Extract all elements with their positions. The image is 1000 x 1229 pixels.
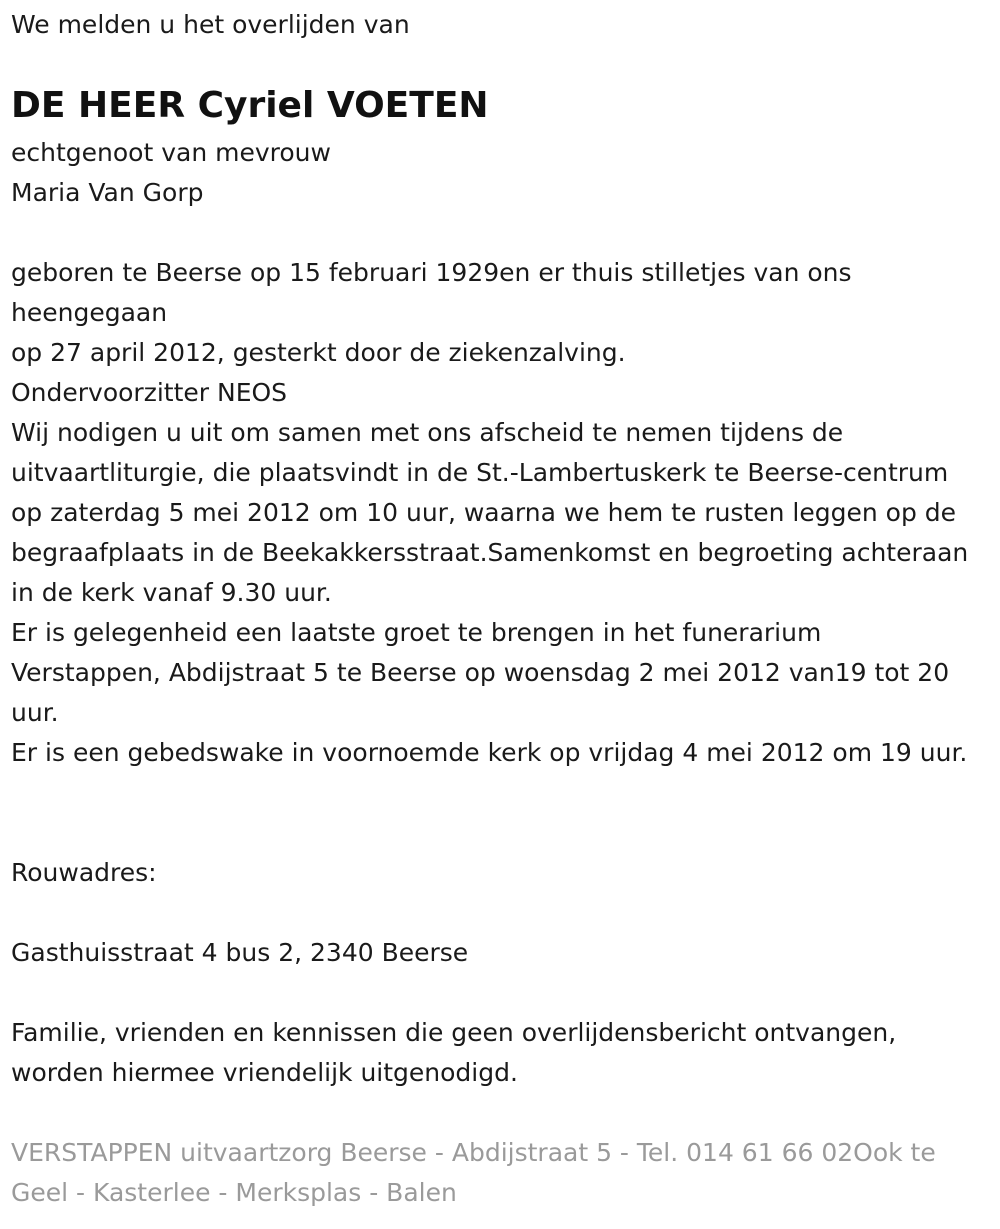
funeral-director-footer: VERSTAPPEN uitvaartzorg Beerse - Abdijstraat 5 - Tel. 014 61 66 02Ook te Geel - Kasterlee - Merksplas - Balen <box>11 1138 936 1207</box>
family-notice: Familie, vrienden en kennissen die geen overlijdensbericht ontvangen, worden hiermee vriendelijk uitgenodigd. <box>11 1018 897 1087</box>
deceased-name: DE HEER Cyriel VOETEN <box>11 85 489 126</box>
invitation-text: Wij nodigen u uit om samen met ons afscheid te nemen tijdens de uitvaartliturgie, die plaatsvindt in de St.-Lambertuskerk te Beerse-centrum op zaterdag 5 mei 2012 om 10 uur, waarna we hem te rusten leggen op de begraafplaats in de Beekakkersstraat.Samenkomst en begroeting achteraan in de kerk vanaf 9.30 uur. <box>11 418 969 607</box>
spouse-block <box>11 133 991 213</box>
address-label: Rouwadres: <box>11 858 157 887</box>
intro-text: We melden u het overlijden van <box>11 10 410 39</box>
vigil-text: Er is een gebedswake in voornoemde kerk op vrijdag 4 mei 2012 om 19 uur. <box>11 738 968 767</box>
announcement-body <box>11 253 971 773</box>
death-text: op 27 april 2012, gesterkt door de ziekenzalving. <box>11 338 626 367</box>
birth-text: geboren te Beerse op 15 februari 1929en er thuis stilletjes van ons heengegaan <box>11 258 852 327</box>
role-text: Ondervoorzitter NEOS <box>11 378 288 407</box>
address-value: Gasthuisstraat 4 bus 2, 2340 Beerse <box>11 938 469 967</box>
spouse-line-1: echtgenoot van mevrouw <box>11 138 331 167</box>
spouse-line-2: Maria Van Gorp <box>11 178 204 207</box>
funeral-home-text: Er is gelegenheid een laatste groet te brengen in het funerarium Verstappen, Abdijstraat 5 te Beerse op woensdag 2 mei 2012 van19 tot 20 uur. <box>11 618 950 727</box>
